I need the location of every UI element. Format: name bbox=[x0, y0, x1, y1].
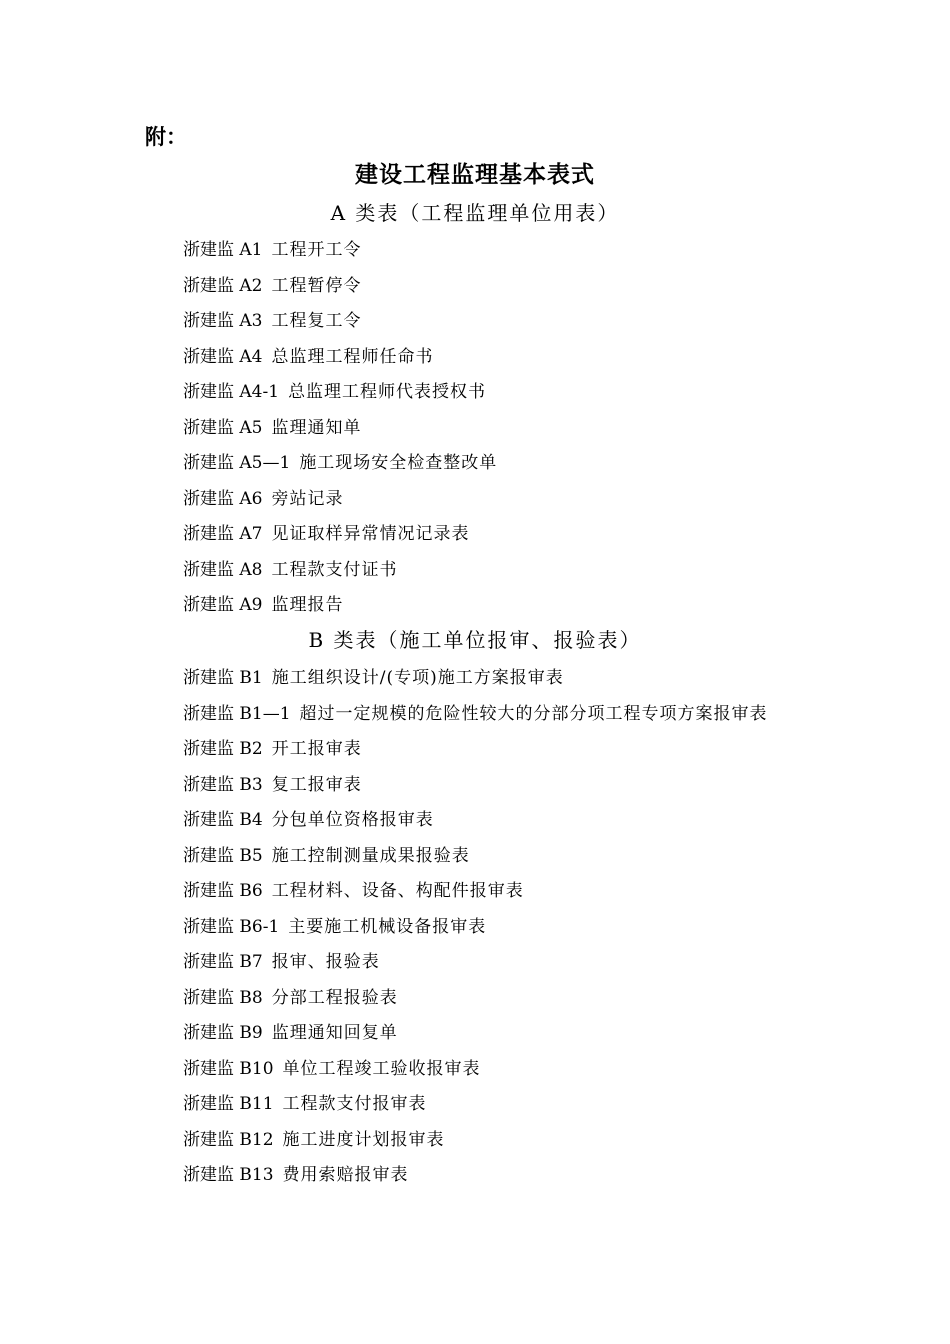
form-code: 浙建监 B9 bbox=[183, 1023, 263, 1043]
form-item-b6 bbox=[183, 874, 768, 910]
form-name: 工程暂停令 bbox=[271, 275, 362, 296]
form-name: 监理通知单 bbox=[271, 417, 362, 438]
form-name: 监理报告 bbox=[271, 595, 344, 615]
form-item-a5-1 bbox=[183, 446, 497, 482]
form-code: 浙建监 B12 bbox=[183, 1129, 274, 1150]
form-name: 总监理工程师任命书 bbox=[271, 346, 434, 367]
form-item-a7 bbox=[183, 517, 497, 553]
form-code: 浙建监 A5—1 bbox=[183, 453, 291, 473]
form-item-b1 bbox=[183, 661, 768, 697]
form-code: 浙建监 A4 bbox=[183, 346, 263, 367]
form-item-b11 bbox=[183, 1087, 768, 1123]
form-code: 浙建监 B10 bbox=[183, 1058, 274, 1079]
form-name: 报审、报验表 bbox=[271, 952, 380, 972]
form-code: 浙建监 A9 bbox=[183, 595, 263, 615]
form-code: 浙建监 B1—1 bbox=[183, 703, 291, 724]
form-code: 浙建监 B3 bbox=[183, 774, 263, 795]
form-item-b1-1 bbox=[183, 697, 768, 733]
form-item-b4 bbox=[183, 803, 768, 839]
form-code: 浙建监 B4 bbox=[183, 810, 263, 830]
form-code: 浙建监 B11 bbox=[183, 1094, 274, 1114]
form-name: 分包单位资格报审表 bbox=[271, 810, 434, 830]
form-item-b5 bbox=[183, 839, 768, 875]
form-code: 浙建监 B5 bbox=[183, 845, 263, 866]
form-name: 旁站记录 bbox=[271, 488, 344, 509]
form-code: 浙建监 B13 bbox=[183, 1165, 274, 1185]
document-title: 建设工程监理基本表式 bbox=[355, 162, 595, 188]
form-name: 超过一定规模的危险性较大的分部分项工程专项方案报审表 bbox=[299, 703, 768, 724]
form-name: 复工报审表 bbox=[271, 774, 362, 795]
form-name: 施工进度计划报审表 bbox=[282, 1129, 445, 1150]
form-name: 监理通知回复单 bbox=[271, 1023, 398, 1043]
form-code: 浙建监 B2 bbox=[183, 739, 263, 759]
form-item-a6 bbox=[183, 482, 497, 518]
appendix-label: 附： bbox=[145, 125, 187, 149]
form-item-a3 bbox=[183, 304, 497, 340]
form-code: 浙建监 B1 bbox=[183, 668, 263, 688]
form-item-b10 bbox=[183, 1052, 768, 1088]
form-name: 工程款支付报审表 bbox=[282, 1094, 427, 1114]
form-name: 施工控制测量成果报验表 bbox=[271, 845, 470, 866]
form-item-a4 bbox=[183, 340, 497, 376]
form-item-b12 bbox=[183, 1123, 768, 1159]
form-name: 单位工程竣工验收报审表 bbox=[282, 1058, 481, 1079]
form-name: 施工组织设计/(专项)施工方案报审表 bbox=[271, 668, 564, 688]
form-name: 工程开工令 bbox=[271, 240, 362, 260]
form-name: 总监理工程师代表授权书 bbox=[288, 382, 487, 402]
form-name: 工程复工令 bbox=[271, 311, 362, 331]
form-item-a9 bbox=[183, 588, 497, 624]
form-code: 浙建监 B6-1 bbox=[183, 916, 280, 937]
form-item-a5 bbox=[183, 411, 497, 447]
form-name: 工程款支付证书 bbox=[271, 559, 398, 580]
form-name: 施工现场安全检查整改单 bbox=[299, 453, 498, 473]
section-b-heading: B 类表（施工单位报审、报验表） bbox=[308, 628, 642, 652]
form-name: 费用索赔报审表 bbox=[282, 1165, 409, 1185]
form-name: 开工报审表 bbox=[271, 739, 362, 759]
form-name: 分部工程报验表 bbox=[271, 987, 398, 1008]
form-code: 浙建监 A4-1 bbox=[183, 382, 280, 402]
form-code: 浙建监 A6 bbox=[183, 488, 263, 509]
form-code: 浙建监 A8 bbox=[183, 559, 263, 580]
form-code: 浙建监 A1 bbox=[183, 240, 263, 260]
form-name: 见证取样异常情况记录表 bbox=[271, 524, 470, 544]
form-code: 浙建监 A7 bbox=[183, 524, 263, 544]
form-item-b2 bbox=[183, 732, 768, 768]
section-a-heading: A 类表（工程监理单位用表） bbox=[330, 201, 620, 225]
form-item-b9 bbox=[183, 1016, 768, 1052]
form-code: 浙建监 B7 bbox=[183, 952, 263, 972]
form-item-a4-1 bbox=[183, 375, 497, 411]
form-item-b8 bbox=[183, 981, 768, 1017]
form-code: 浙建监 B6 bbox=[183, 881, 263, 901]
form-item-b13 bbox=[183, 1158, 768, 1194]
form-item-a1 bbox=[183, 233, 497, 269]
form-item-b6-1 bbox=[183, 910, 768, 946]
form-item-b7 bbox=[183, 945, 768, 981]
section-a-form-list bbox=[183, 233, 497, 624]
form-code: 浙建监 B8 bbox=[183, 987, 263, 1008]
section-b-form-list bbox=[183, 661, 768, 1194]
form-name: 工程材料、设备、构配件报审表 bbox=[271, 881, 524, 901]
form-item-a8 bbox=[183, 553, 497, 589]
form-code: 浙建监 A5 bbox=[183, 417, 263, 438]
form-code: 浙建监 A2 bbox=[183, 275, 263, 296]
form-item-a2 bbox=[183, 269, 497, 305]
form-item-b3 bbox=[183, 768, 768, 804]
form-name: 主要施工机械设备报审表 bbox=[288, 916, 487, 937]
form-code: 浙建监 A3 bbox=[183, 311, 263, 331]
